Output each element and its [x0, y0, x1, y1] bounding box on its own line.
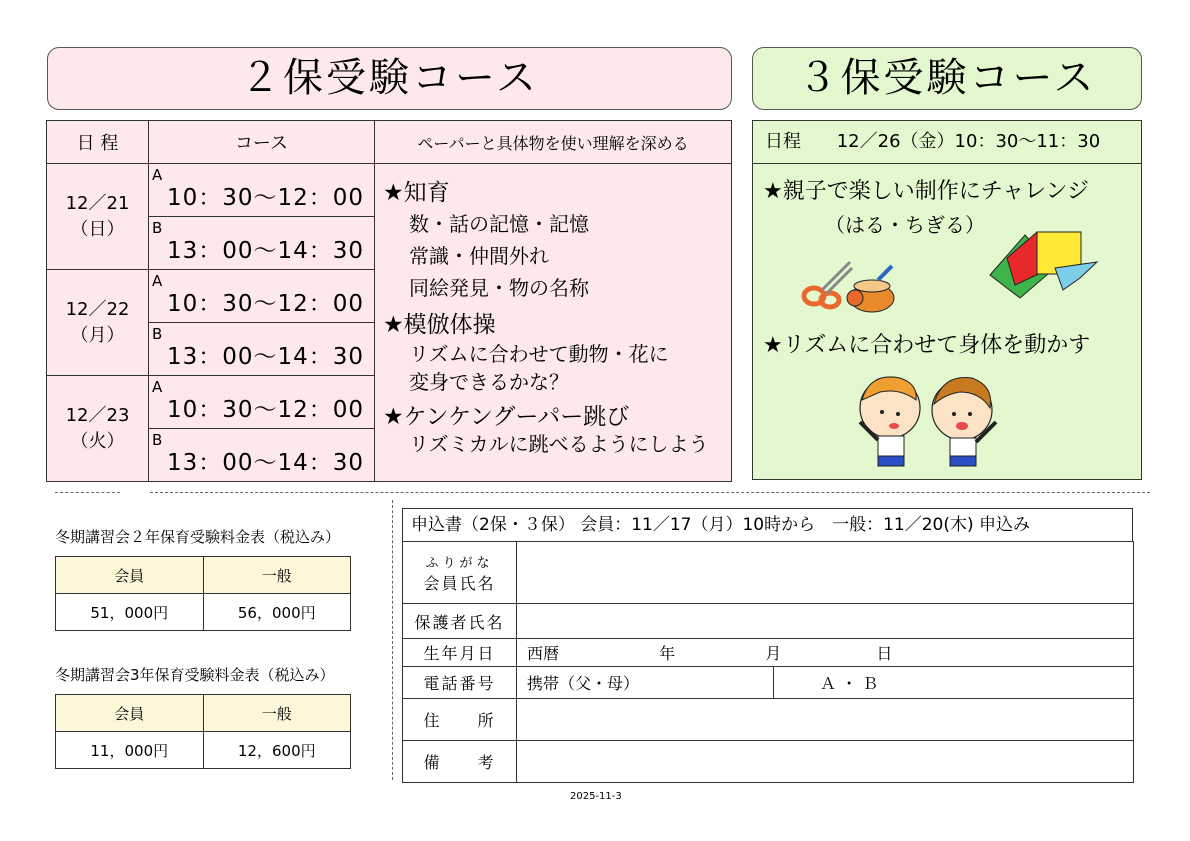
guardian-name-label: 保護者氏名: [403, 604, 517, 639]
header-content: ペーパーと具体物を使い理解を深める: [375, 121, 732, 164]
year-label: 年: [659, 644, 676, 663]
footer-date: 2025-11-3: [570, 791, 622, 802]
slot-label: A: [152, 272, 163, 290]
fee-table-3ho: [55, 694, 351, 769]
day-cell: [47, 164, 149, 270]
day-cell: [47, 270, 149, 376]
birthdate-input[interactable]: [517, 639, 1134, 667]
fee-table-2ho: [55, 556, 351, 631]
fee-value: 11，000円: [56, 732, 204, 769]
slot-cell: [149, 429, 375, 482]
member-name-label: 会員氏名: [423, 573, 496, 593]
course2-title: ２保受験コース: [47, 47, 732, 110]
course3-item-craft: ★親子で楽しい制作にチャレンジ: [763, 179, 1089, 204]
slot-cell: [149, 270, 375, 323]
fee-title-2ho: 冬期講習会２年保育受験料金表（税込み）: [55, 528, 341, 546]
header-date: 日 程: [47, 121, 149, 164]
slot-cell: [149, 376, 375, 429]
guardian-name-input[interactable]: [517, 604, 1134, 639]
day-date: 12／21: [65, 192, 130, 214]
remarks-label: 備 考: [403, 741, 517, 783]
content-line: 数・話の記憶・記憶: [409, 212, 589, 236]
remarks-input[interactable]: [517, 741, 1134, 783]
address-label: 住 所: [403, 699, 517, 741]
dashed-divider: [55, 492, 120, 493]
slot-time: 10：30〜12：00: [167, 291, 365, 317]
furigana-label: ふりがな: [425, 555, 494, 571]
phone-ab-option[interactable]: [774, 667, 1134, 699]
month-label: 月: [765, 644, 782, 663]
slot-time: 13：00〜14：30: [167, 450, 365, 476]
content-heading: ★ケンケングーパー跳び: [383, 404, 630, 430]
course3-item-craft-sub: （はる・ちぎる）: [825, 213, 985, 237]
birthdate-label: 生年月日: [403, 639, 517, 667]
day-label: 日: [876, 644, 893, 663]
fee-header: 一般: [203, 695, 351, 732]
dashed-divider: [150, 492, 1150, 493]
slot-time: 13：00〜14：30: [167, 238, 365, 264]
fee-header: 会員: [56, 557, 204, 594]
fee-title-3ho: 冬期講習会3年保育受験料金表（税込み）: [55, 666, 335, 684]
day-dow: （日）: [70, 218, 125, 240]
content-line: 同絵発見・物の名称: [409, 276, 589, 300]
content-line: リズムに合わせて動物・花に: [409, 342, 669, 366]
slot-time: 13：00〜14：30: [167, 344, 365, 370]
application-form: [402, 541, 1134, 783]
day-cell: [47, 376, 149, 482]
course3-title: ３保受験コース: [752, 47, 1142, 110]
day-dow: （月）: [70, 324, 125, 346]
slot-time: 10：30〜12：00: [167, 397, 365, 423]
content-line: リズミカルに跳べるようにしよう: [409, 432, 709, 456]
course3-schedule-value: 12／26（金）10：30〜11：30: [836, 131, 1101, 152]
slot-cell: [149, 217, 375, 270]
course3-item-rhythm: ★リズムに合わせて身体を動かす: [763, 333, 1091, 358]
content-heading: ★模倣体操: [383, 312, 496, 338]
phone-label: 電話番号: [403, 667, 517, 699]
course3-schedule-row: [753, 121, 1141, 164]
day-dow: （火）: [70, 430, 125, 452]
content-cell: [375, 164, 732, 482]
fee-value: 51，000円: [56, 594, 204, 631]
content-line: 常識・仲間外れ: [409, 244, 549, 268]
fee-header: 会員: [56, 695, 204, 732]
phone-note: 携帯（父・母）: [527, 674, 640, 693]
origami-paper-illustration: [985, 230, 1105, 300]
phone-input[interactable]: [517, 667, 774, 699]
scissors-glue-illustration: [800, 258, 900, 318]
slot-cell: [149, 164, 375, 217]
slot-label: A: [152, 378, 163, 396]
fee-value: 56，000円: [203, 594, 351, 631]
dashed-divider-vertical: [392, 500, 393, 780]
header-course: コース: [149, 121, 375, 164]
era-label: 西暦: [527, 644, 560, 663]
fee-value: 12，600円: [203, 732, 351, 769]
course2-schedule-table: [46, 120, 732, 482]
content-line: 変身できるかな？: [409, 370, 569, 394]
member-name-input[interactable]: [517, 542, 1134, 604]
course3-schedule-label: 日程: [765, 131, 801, 152]
fee-header: 一般: [203, 557, 351, 594]
slot-label: B: [152, 431, 163, 449]
ab-option-label: Ａ ・ Ｂ: [820, 674, 879, 693]
slot-label: B: [152, 219, 163, 237]
name-label-cell: [403, 542, 517, 604]
slot-cell: [149, 323, 375, 376]
content-heading: ★知育: [383, 180, 450, 206]
address-input[interactable]: [517, 699, 1134, 741]
day-date: 12／22: [65, 298, 130, 320]
slot-label: B: [152, 325, 163, 343]
slot-time: 10：30〜12：00: [167, 185, 365, 211]
slot-label: A: [152, 166, 163, 184]
application-header: 申込書（2保・３保） 会員：11／17（月）10時から 一般：11／20(木) 申込み: [402, 508, 1133, 542]
day-date: 12／23: [65, 404, 130, 426]
children-illustration: [850, 370, 1010, 475]
